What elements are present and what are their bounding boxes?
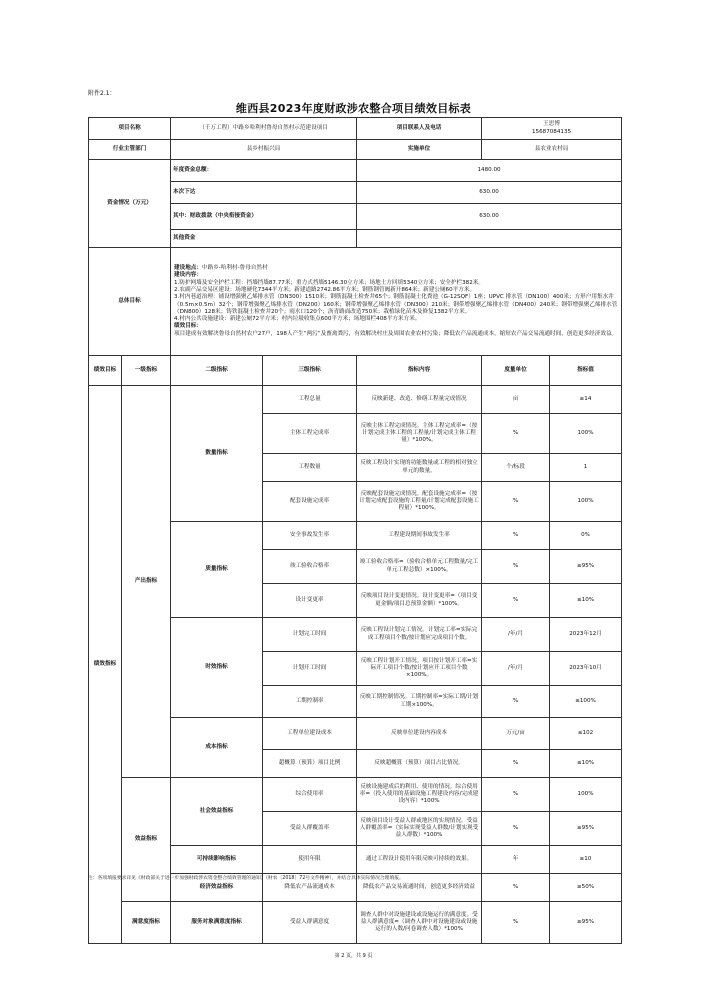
value-cell: ≥95% <box>550 902 622 944</box>
impl-label: 实施单位 <box>357 140 482 160</box>
level3-cell: 计划开工时间 <box>263 652 357 686</box>
unit-cell: % <box>482 778 550 812</box>
funds-issued-label: 本次下达 <box>171 182 357 204</box>
content-cell: 反映工程设计划完工情况。计划完工率=实际完成工程项目个数/按计划应完成项目个数。 <box>357 618 482 652</box>
content-cell: 反映项目设计受益人群或地区的实现情况。受益人群覆盖率=（实际实现受益人群数/计划实现受益人群数）*100% <box>357 812 482 846</box>
value-cell: ≤10% <box>550 584 622 618</box>
level3-cell: 设计变更率 <box>263 584 357 618</box>
performance-target-table <box>88 117 622 944</box>
funds-other-value <box>357 230 622 248</box>
dept-row <box>89 140 622 160</box>
attachment-label: 附件2.1： <box>88 90 116 97</box>
content-cell: 反映设施建成后的利用、使用的情况。综合使用率=（投入使用的基础设施工程建设内容/完成建设内容）*100% <box>357 778 482 812</box>
value-cell: ≤10% <box>550 750 622 778</box>
overview-label: 总体目标 <box>89 248 171 356</box>
level3-cell: 使用年限 <box>263 846 357 874</box>
unit-cell: % <box>482 686 550 718</box>
unit-cell: 万元/亩 <box>482 718 550 750</box>
level1-cell: 效益指标 <box>122 778 171 902</box>
level3-cell: 受益人群满意度 <box>263 902 357 944</box>
content-cell: 反映工程计划开工情况。项目按计划开工率=实际开工项目个数/按计划应开工项目个数×100%。 <box>357 652 482 686</box>
value-cell: 100% <box>550 414 622 454</box>
indicator-row <box>89 386 622 414</box>
unit-cell: % <box>482 482 550 522</box>
content-line: 4.村内公共设施建设：新建公厕72平方米；村内垃圾收集点600平方米；场地围栏408平方米方米。 <box>174 316 421 323</box>
page-title: 维西县2023年度财政涉农整合项目绩效目标表 <box>235 102 472 115</box>
unit-cell: % <box>482 414 550 454</box>
unit-cell: 亩 <box>482 386 550 414</box>
content-line: 3.村内巷道治理：铺设增强聚乙烯排水管（DN300）1510米；钢筋混凝土检查井65个；钢筋混凝土化粪池（G-12SQF）1座；UPVC 排水管（DN100）400米；方形户用集水井（0.5m×0.5m）32个；钢带增强聚乙烯排水管（DN200）160米；钢带增强聚乙烯排水管（DN300）210米；钢带增强聚乙烯排水管（DN400）240米；钢带增强聚乙烯排水管（DN800）128米；铸铁混凝土检查井20个；雨水口120个；沥青路面改造750米；栽植绿化苗木及修复1382平方米。 <box>174 294 618 315</box>
header-unit: 度量单位 <box>482 356 550 386</box>
funds-other-label: 其他资金 <box>171 230 357 248</box>
site-value: 中路乡-哈利村-鲁母自然村 <box>202 265 268 272</box>
indicator-row <box>89 778 622 812</box>
overview-row <box>89 248 622 356</box>
level3-cell: 安全事故发生率 <box>263 522 357 550</box>
contact-phone: 15687084135 <box>531 128 572 135</box>
funds-row <box>89 160 622 182</box>
level2-cell: 时效指标 <box>171 618 263 718</box>
dept-value: 县乡村振兴局 <box>171 140 357 160</box>
level3-cell: 计划完工时间 <box>263 618 357 652</box>
level2-cell: 可持续影响指标 <box>171 846 263 874</box>
content-cell: 调查人群中对设施建设或设施运行的满意度。受益人群满意度=（调查人群中对设施建设或设施运行的人数/问卷调查人数）*100% <box>357 902 482 944</box>
indicator-row <box>89 902 622 944</box>
level3-cell: 综合使用率 <box>263 778 357 812</box>
project-name-label: 项目名称 <box>89 118 171 140</box>
unit-cell: 个/标段 <box>482 454 550 482</box>
contact-name: 王思博 <box>543 121 560 128</box>
level3-cell: 主体工程完成率 <box>263 414 357 454</box>
level3-cell: 配套设施完成率 <box>263 482 357 522</box>
header-goal: 绩效目标 <box>89 356 122 386</box>
level3-cell: 受益人群覆盖率 <box>263 812 357 846</box>
contact-label: 项目联系人及电话 <box>357 118 482 140</box>
value-cell: 2023年12月 <box>550 618 622 652</box>
value-cell: ≤102 <box>550 718 622 750</box>
value-cell: 1 <box>550 454 622 482</box>
level2-cell: 社会效益指标 <box>171 778 263 846</box>
value-cell: ≥14 <box>550 386 622 414</box>
content-cell: 工程建设期间事故发生率 <box>357 522 482 550</box>
level2-cell: 质量指标 <box>171 522 263 618</box>
funds-issued-value: 630.00 <box>357 182 622 204</box>
header-level1: 一级指标 <box>122 356 171 386</box>
level2-cell: 经济效益指标 <box>171 874 263 902</box>
benefit-text: 项目建成有效解决鲁母自然村农户27户，198人产生“两污”及畜禽粪污，有效解决村庄及周围农业农村污染；降低农产品流通成本，缩短农产品交易流通时间，创造更多经济效益。 <box>174 330 618 337</box>
unit-cell: /年/月 <box>482 618 550 652</box>
project-name-value: （千万工程）中路乡哈利村鲁母自然村示范建设项目 <box>171 118 357 140</box>
value-cell: 2023年10月 <box>550 652 622 686</box>
level3-cell: 工程数量 <box>263 454 357 482</box>
level3-cell: 竣工验收合格率 <box>263 550 357 584</box>
footnote: 注：各项填报要求详见《财政部关于进一步加强财政涉农资金整合绩效管理的通知》（财农〔2018〕72号文件精神），并结合具体实际情况合理填报。 <box>88 876 404 881</box>
header-content: 指标内容 <box>357 356 482 386</box>
unit-cell: % <box>482 550 550 584</box>
value-cell: ≥95% <box>550 550 622 584</box>
header-level2: 二级指标 <box>171 356 263 386</box>
level3-cell: 工程单位建设成本 <box>263 718 357 750</box>
perf-label: 绩效指标 <box>89 386 122 944</box>
level1-cell: 满意度指标 <box>122 902 171 944</box>
value-cell: ≥95% <box>550 812 622 846</box>
level2-cell: 成本指标 <box>171 718 263 778</box>
funds-total-label: 年度资金总额： <box>171 160 357 182</box>
value-cell: ≤100% <box>550 686 622 718</box>
unit-cell: % <box>482 750 550 778</box>
value-cell: ≥50% <box>550 874 622 902</box>
content-line: 1.防护网墙及安全护栏工程：挡墙挡墙87.77米；重力式挡墙5146.30立方米；场地土方回填5340立方米；安全护栏382米。 <box>174 279 484 286</box>
unit-cell: % <box>482 902 550 944</box>
content-cell: 反映超概算（预算）项目占比情况。 <box>357 750 482 778</box>
content-label: 建设内容： <box>174 272 202 279</box>
project-name-row <box>89 118 622 140</box>
funds-total-value: 1480.00 <box>357 160 622 182</box>
level2-cell: 服务对象满意度指标 <box>171 902 263 944</box>
funds-central-label: 其中：财政拨款（中央衔接资金） <box>171 204 357 230</box>
level3-cell: 工期控制率 <box>263 686 357 718</box>
content-line: 2.农副产品交易区建设：场地硬化7344平方米；新建道路2742.86平方米；钢筋钢管阀新开864米；新建公厕60平方米。 <box>174 286 476 293</box>
unit-cell: /年/月 <box>482 652 550 686</box>
content-cell: 反映新建、改造、修缮工程量完成情况 <box>357 386 482 414</box>
value-cell: ≥10 <box>550 846 622 874</box>
site-label: 建设地点： <box>174 265 202 272</box>
unit-cell: % <box>482 584 550 618</box>
content-cell: 反映项目设计变更情况。设计变更率=（项目变更金额/项目总预算金额）*100%。 <box>357 584 482 618</box>
contact-value <box>482 118 622 140</box>
impl-value: 县农业农村局 <box>482 140 622 160</box>
level3-cell: 降低农产品流通成本 <box>263 874 357 902</box>
value-cell: 0% <box>550 522 622 550</box>
value-cell: 100% <box>550 482 622 522</box>
content-cell: 反映主体工程完成情况。主体工程完成率=（按计划完成主体工程的工程量/计划完成主体工程量）*100%。 <box>357 414 482 454</box>
header-row <box>89 356 622 386</box>
unit-cell: % <box>482 522 550 550</box>
unit-cell: % <box>482 874 550 902</box>
header-level3: 三级指标 <box>263 356 357 386</box>
content-cell: 反映工程设计实现的功能数量或工程的相对独立单元的数量。 <box>357 454 482 482</box>
level1-cell: 产出指标 <box>122 386 171 778</box>
benefit-label: 绩效目标： <box>174 323 202 330</box>
dept-label: 行业主管部门 <box>89 140 171 160</box>
content-cell: 竣工验收合格率=（验收合格单元工程数量/完工单元工程总数）×100%。 <box>357 550 482 584</box>
unit-cell: 年 <box>482 846 550 874</box>
overview-content <box>171 248 622 356</box>
content-cell: 降低农产品交易流通时间，创造更多经济效益 <box>357 874 482 902</box>
funds-central-value: 630.00 <box>357 204 622 230</box>
funds-label: 资金情况（万元） <box>89 160 171 248</box>
content-cell: 反映工期控制情况。工期控制率=实际工期/计划工期×100%。 <box>357 686 482 718</box>
unit-cell: % <box>482 812 550 846</box>
level2-cell: 数量指标 <box>171 386 263 522</box>
content-cell: 反映单位建设内容成本 <box>357 718 482 750</box>
content-cell: 反映配套设施完成情况。配套设施完成率=（按计划完成配套设施的工程量/计划完成配套设施工程量）*100%。 <box>357 482 482 522</box>
value-cell: 100% <box>550 778 622 812</box>
header-value: 指标值 <box>550 356 622 386</box>
page-number: 第 2 页，共 9 页 <box>334 953 373 959</box>
level3-cell: 超概算（预算）项目比例 <box>263 750 357 778</box>
content-cell: 通过工程设计使用年限反映可持续的效果。 <box>357 846 482 874</box>
level3-cell: 工程总量 <box>263 386 357 414</box>
